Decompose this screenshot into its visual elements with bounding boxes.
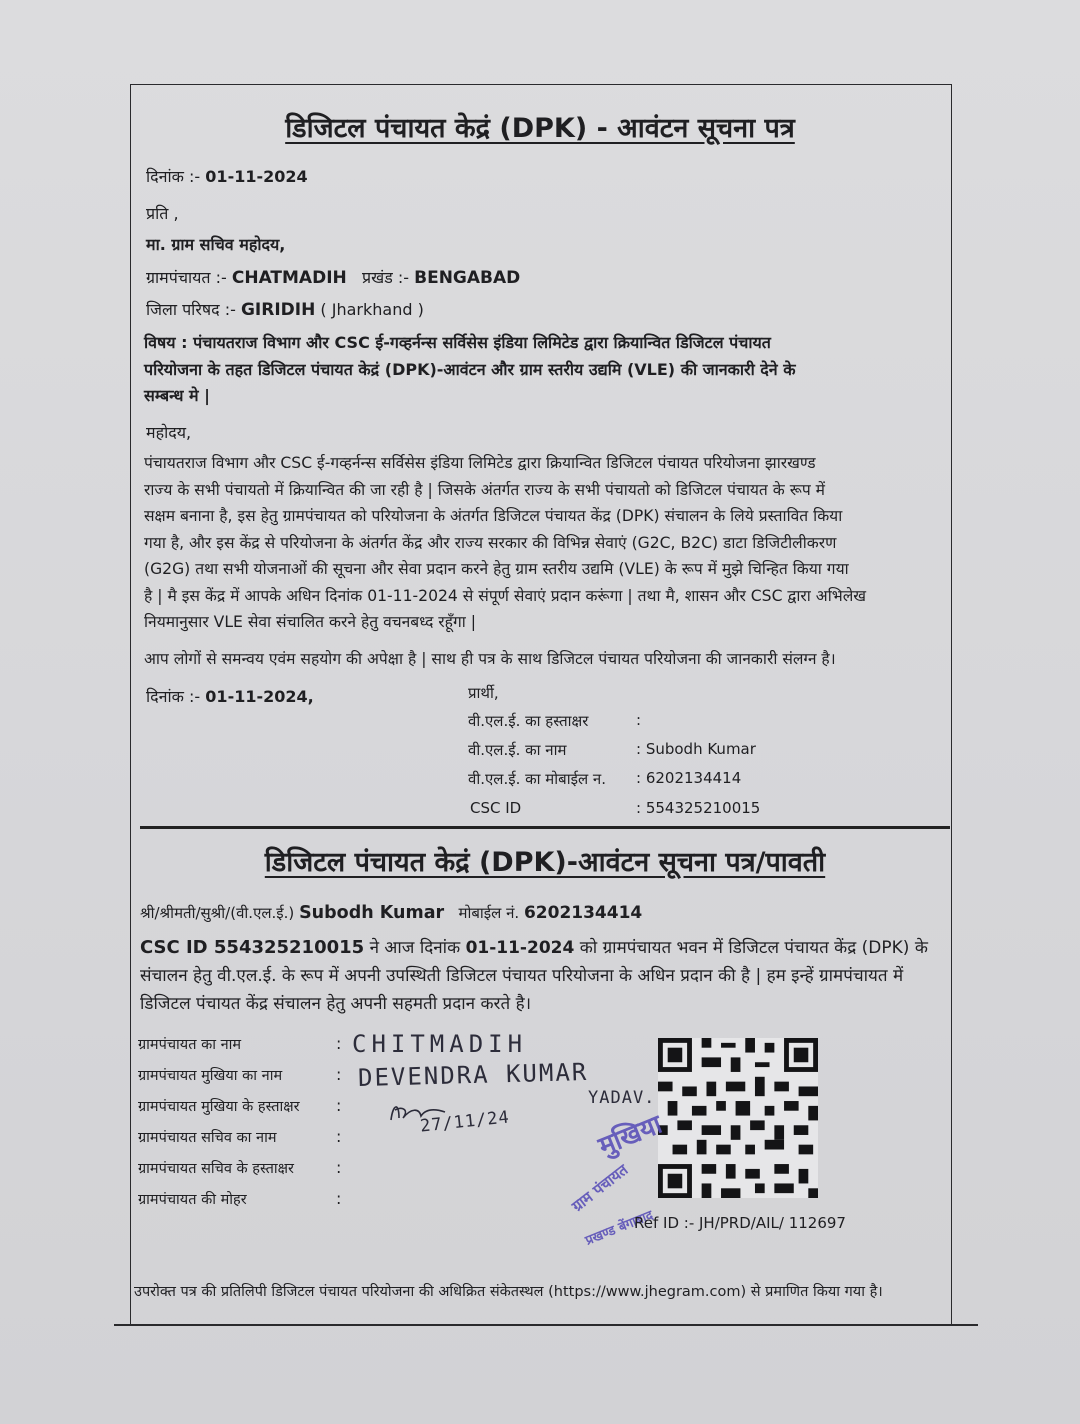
vle-label: वी.एल.ई. का नाम [468,741,567,759]
gp-field-colon: : [336,1127,342,1146]
receipt-line: CSC ID 554325210015 ने आज दिनांक 01-11-2024 को ग्रामपंचायत भवन में डिजिटल पंचायत केंद्र (DPK) के [140,937,928,958]
body-line: पंचायतराज विभाग और CSC ई-गव्हर्नन्स सर्विसेस इंडिया लिमिटेड द्वारा क्रियान्वित डिजिटल पंचायत परियोजना झारखण्ड [144,454,816,472]
gp-field-label: ग्रामपंचायत का नाम [138,1037,242,1053]
stamp-line: प्रखण्ड बेंगाबाद [583,1208,656,1249]
gp-field-colon: : [336,1065,342,1084]
vle-label: वी.एल.ई. का मोबाईल न. [468,770,607,788]
cooperation-line: आप लोगों से समन्वय एवंम सहयोग की अपेक्षा है | साथ ही पत्र के साथ डिजिटल पंचायत परियोजना की जानकारी संलग्न है। [144,650,836,668]
subject-line: सम्बन्ध मे | [144,386,210,405]
body-line: है | मै इस केंद्र में आपके अधिन दिनांक 01-11-2024 से संपूर्ण सेवाएं प्रदान करूंगा | तथा मै, शासन और CSC द्वारा अभिलेख [144,586,867,605]
gp-field-label: ग्रामपंचायत सचिव के हस्ताक्षर [138,1161,294,1177]
subject [144,330,944,410]
body-line: नियमानुसार VLE सेवा संचालित करने हेतु वचनबध्द रहूँगा | [144,613,476,631]
subject-line: विषय : पंचायतराज विभाग और CSC ई-गव्हर्नन्स सर्विसेस इंडिया लिमिटेड द्वारा क्रियान्वित डिजिटल पंचायत [144,333,771,352]
vle-value: : 6202134414 [636,769,742,787]
receipt-line: डिजिटल पंचायत केंद्र संचालन हेतु अपनी सहमती प्रदान करते है। [140,994,532,1014]
recipient: मा. ग्राम सचिव महोदय, [146,235,286,254]
body-paragraph [144,450,944,636]
page-title: डिजिटल पंचायत केद्रं (DPK) - आवंटन सूचना पत्र [285,113,795,144]
receipt-name-line: श्री/श्रीमती/सुश्री/(वी.एल.ई.) Subodh Kumar मोबाईल नं. 6202134414 [140,903,643,923]
date-line-2: दिनांक :- 01-11-2024, [146,687,314,706]
stamp-line: ग्राम पंचायत [568,1160,632,1216]
gp-field-colon: : [336,1189,342,1208]
panchayat-stamp [565,1090,765,1260]
receipt-body [140,934,940,1018]
gp-field-label: ग्रामपंचायत मुखिया के हस्ताक्षर [138,1099,300,1115]
gp-field-label: ग्रामपंचायत सचिव का नाम [138,1130,277,1146]
district-line: जिला परिषद :- GIRIDIH ( Jharkhand ) [146,300,424,320]
stamp-line: मुखिया [594,1109,667,1163]
applicant: प्रार्थी, [468,684,499,702]
handwritten-gp-name: CHITMADIH [352,1030,528,1058]
handwritten-sign-date: 27/11/24 [419,1107,511,1137]
subject-line: परियोजना के तहत डिजिटल पंचायत केद्रं (DPK)-आवंटन और ग्राम स्तरीय उद्यमि (VLE) की जानकारी देने के [144,359,796,379]
date-line: दिनांक :- 01-11-2024 [146,167,308,186]
vle-label: वी.एल.ई. का हस्ताक्षर [468,712,589,730]
handwritten-surname: YADAV. [588,1088,656,1108]
ref-id: Ref ID :- JH/PRD/AIL/ 112697 [634,1214,846,1232]
body-line: (G2G) तथा सभी योजनाओं की सूचना और सेवा प्रदान करने हेतु ग्राम स्तरीय उद्यमि (VLE) के रूप में मुझे चिन्हित किया गया [144,560,849,578]
vle-label: CSC ID [470,799,522,817]
gp-field-colon: : [336,1096,342,1115]
salutation: महोदय, [146,423,192,442]
bottom-border [114,1324,978,1326]
section-divider [140,826,950,829]
receipt-title: डिजिटल पंचायत केद्रं (DPK)-आवंटन सूचना पत्र/पावती [264,847,826,878]
gp-field-colon: : [336,1034,342,1053]
to-line: प्रति , [146,204,179,223]
vle-value: : 554325210015 [636,799,761,817]
handwritten-mukhiya-name: DEVENDRA KUMAR [357,1057,589,1093]
body-line: सक्षम बनाना है, इस हेतु ग्रामपंचायत को परियोजना के अंतर्गत डिजिटल पंचायत केंद्र (DPK) संचालन के लिये प्रस्तावित किया [144,507,843,525]
gp-field-colon: : [336,1158,342,1177]
vle-value: : [636,711,642,729]
body-line: राज्य के सभी पंचायतो में क्रियान्वित की जा रही है | जिसके अंतर्गत राज्य के सभी पंचायतो को डिजिटल पंचायत के रूप में [144,480,825,499]
receipt-line: संचालन हेतु वी.एल.ई. के रूप में अपनी उपस्थिती डिजिटल पंचायत परियोजना के अधिन प्रदान की है | हम इन्हें ग्रामपंचायत में [140,966,904,986]
gp-line: ग्रामपंचायत :- CHATMADIH प्रखंड :- BENGABAD [146,268,521,288]
gp-field-label: ग्रामपंचायत मुखिया का नाम [138,1068,283,1084]
gp-field-label: ग्रामपंचायत की मोहर [138,1192,247,1208]
body-line: गया है, और इस केंद्र से परियोजना के अंतर्गत केंद्र और राज्य सरकार की विभिन्न सेवाएं (G2C, B2C) डाटा डिजिटीलीकरण [144,533,837,552]
vle-value: : Subodh Kumar [636,740,756,758]
footer-note: उपरोक्त पत्र की प्रतिलिपी डिजिटल पंचायत परियोजना की अधिक्रित संकेतस्थल (https://www.jhegram.com) से प्रमाणित किया गया है। [134,1284,883,1300]
